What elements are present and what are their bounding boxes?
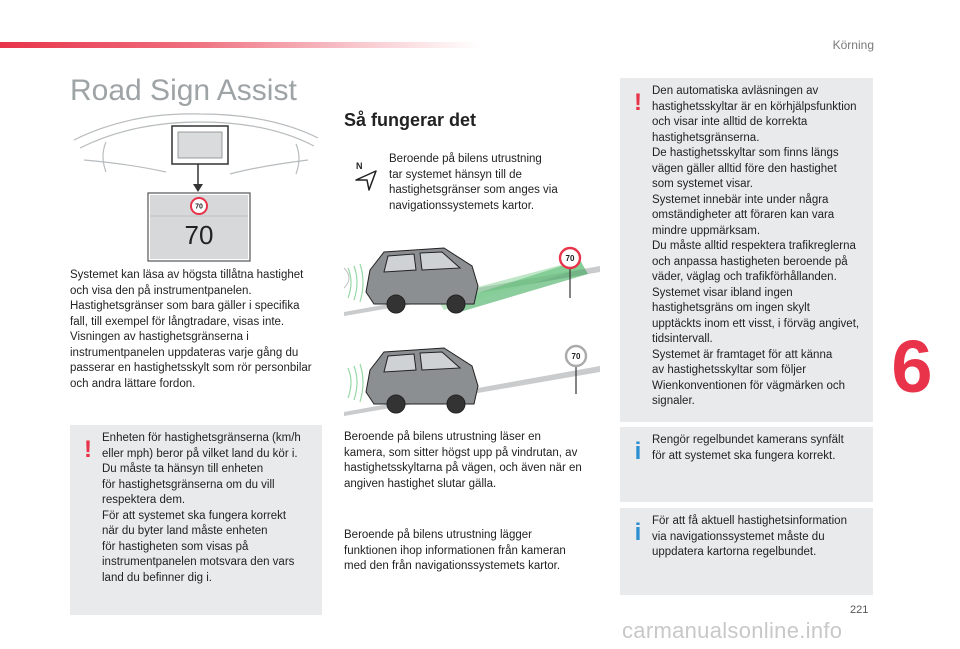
camera-sign-reading-illustration	[344, 238, 600, 316]
navigation-note-text: Beroende på bilens utrustning tar systemet hänsyn till de hastighetsgränser som anges via navigationssystemets kartor.	[389, 153, 558, 212]
section-heading: Så fungerar det	[344, 110, 477, 130]
warning-icon: !	[634, 89, 642, 116]
dashboard-illustration	[70, 108, 322, 263]
info-icon: i	[634, 519, 642, 546]
intro-text: Systemet kan läsa av högsta tillåtna hastighet och visa den på instrumentpanelen. Hastighetsgränser som bara gäller i specifika fall, till exempel för långtradare, visas inte. Visningen av hastighetsgränserna i instrumentpanelen uppdateras varje gång du passerar en hastighetsskylt som rör personbilar och andra lättare fordon.	[70, 269, 312, 390]
warning-icon: !	[84, 436, 92, 463]
road-sign-value-1: 70	[565, 254, 575, 263]
page-number: 221	[850, 604, 869, 616]
warning-note-reading	[620, 78, 873, 422]
navigation-arrow-icon	[352, 160, 380, 192]
road-sign-value-2: 70	[571, 352, 581, 361]
info-note-camera-text: Rengör regelbundet kamerans synfält för att systemet ska fungera korrekt.	[652, 434, 844, 462]
combined-info-text: Beroende på bilens utrustning lägger funktionen ihop informationen från kameran med den från navigationssystemets kartor.	[344, 529, 566, 572]
dash-display-value: 70	[184, 220, 214, 250]
camera-reading-text: Beroende på bilens utrustning läser en kamera, som sitter högst upp på vindrutan, av hastighetsskyltarna på vägen, och även när en angiven hastighet slutar gälla.	[344, 431, 582, 490]
info-note-camera	[620, 427, 873, 502]
watermark: carmanualsonline.info	[622, 618, 843, 643]
header-accent-bar	[0, 42, 480, 48]
warning-note-reading-text: Den automatiska avläsningen av hastighetsskyltar är en körhjälpsfunktion och visar inte alltid de korrekta hastighetsgränserna. De hastighetsskyltar som finns längs vägen gäller alltid före den hastighet som systemet visar. Systemet innebär inte under några omständigheter att föraren kan vara mindre uppmärksam. Du måste alltid respektera trafikreglerna och anpassa hastigheten beroende på väder, väglag och trafikförhållanden. Systemet visar ibland ingen hastighetsgräns om ingen skylt upptäckts inom ett visst, i förväg angivet, tidsintervall. Systemet är framtaget för att känna av hastighetsskyltar som följer Wienkonventionen för vägmärken och signaler.	[652, 85, 860, 407]
info-note-maps	[620, 508, 873, 595]
navigation-sign-illustration	[344, 338, 600, 416]
chapter-number: 6	[891, 325, 933, 408]
svg-text:N: N	[356, 161, 363, 171]
warning-note-units-text: Enheten för hastighetsgränserna (km/h eller mph) beror på vilket land du kör i. Du måste ta hänsyn till enheten för hastighetsgränserna om du vill respektera dem. För att systemet ska fungera korrekt när du byter land måste enheten för hastigheten som visas på instrumentpanelen motsvara den vars land du befinner dig i.	[102, 432, 301, 584]
info-note-maps-text: För att få aktuell hastighetsinformation via navigationssystemet måste du uppdatera kartorna regelbundet.	[652, 515, 847, 558]
info-icon: i	[634, 438, 642, 465]
page-title: Road Sign Assist	[70, 74, 297, 107]
section-label: Körning	[832, 38, 874, 52]
dash-sign-value: 70	[195, 203, 203, 211]
warning-note-units	[70, 425, 322, 615]
